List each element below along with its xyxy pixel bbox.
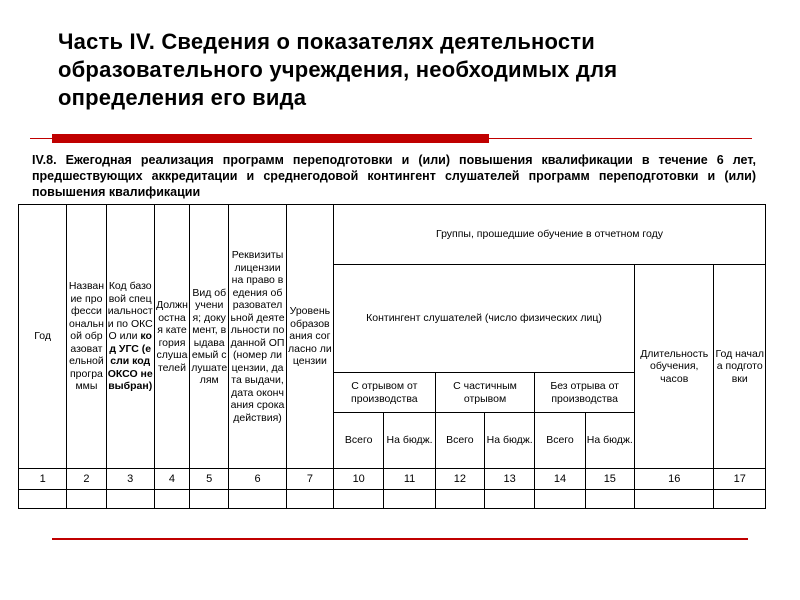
- header-no-release: Без отрыва от производства: [535, 373, 635, 413]
- header-contingent: Контингент слушателей (число физических лиц): [334, 265, 635, 373]
- header-category: Должностная категория слушателей: [154, 205, 189, 469]
- column-number: 14: [535, 469, 585, 490]
- column-number: 5: [190, 469, 229, 490]
- header-budget: На бюдж.: [485, 413, 535, 469]
- header-budget: На бюдж.: [585, 413, 634, 469]
- column-numbers-row: [19, 469, 766, 490]
- table-cell[interactable]: [19, 490, 67, 509]
- table-cell[interactable]: [535, 490, 585, 509]
- table-cell[interactable]: [286, 490, 333, 509]
- header-full-release: С отрывом от производства: [334, 373, 436, 413]
- table-cell[interactable]: [384, 490, 435, 509]
- column-number: 3: [106, 469, 154, 490]
- table-cell[interactable]: [67, 490, 106, 509]
- header-education-level: Уровень образования согласно лицензии: [286, 205, 333, 469]
- column-number: 6: [229, 469, 286, 490]
- table-cell[interactable]: [334, 490, 384, 509]
- header-license: Реквизиты лицензии на право ведения образовательной деятельности по данной ОП (номер лицензии, дата выдачи, дата окончания срока действия): [229, 205, 286, 469]
- header-total: Всего: [435, 413, 484, 469]
- column-number: 4: [154, 469, 189, 490]
- header-partial-release: С частичным отрывом: [435, 373, 535, 413]
- column-number: 17: [714, 469, 766, 490]
- column-number: 13: [485, 469, 535, 490]
- page-title: Часть IV. Сведения о показателях деятельности образовательного учреждения, необходимых для определения его вида: [58, 29, 618, 110]
- header-duration: Длительность обучения, часов: [634, 265, 714, 469]
- table-cell[interactable]: [634, 490, 714, 509]
- report-table: [18, 204, 766, 509]
- table-cell[interactable]: [485, 490, 535, 509]
- header-training-type: Вид обучения; документ, выдаваемый слушателям: [190, 205, 229, 469]
- column-number: 2: [67, 469, 106, 490]
- column-number: 15: [585, 469, 634, 490]
- header-total: Всего: [334, 413, 384, 469]
- section-subtitle: IV.8. Ежегодная реализация программ переподготовки и (или) повышения квалификации в течение 6 лет, предшествующих аккредитации и среднегодовой контингент слушателей программ переподготовки и (или) повышения квалификации: [32, 153, 756, 199]
- table-cell[interactable]: [585, 490, 634, 509]
- bottom-divider: [52, 538, 748, 540]
- table-cell[interactable]: [154, 490, 189, 509]
- table-cell[interactable]: [229, 490, 286, 509]
- column-number: 12: [435, 469, 484, 490]
- column-number: 16: [634, 469, 714, 490]
- header-program-name: Название профессиональной образовательной программы: [67, 205, 106, 469]
- table-cell[interactable]: [106, 490, 154, 509]
- header-total: Всего: [535, 413, 585, 469]
- header-okso-code: Код базовой специальности по ОКСО или код УГС (если код ОКСО не выбран): [106, 205, 154, 469]
- table-cell[interactable]: [714, 490, 766, 509]
- header-budget: На бюдж.: [384, 413, 435, 469]
- header-groups: Группы, прошедшие обучение в отчетном году: [334, 205, 766, 265]
- title-divider: [30, 134, 752, 138]
- header-year: Год: [19, 205, 67, 469]
- table-cell[interactable]: [435, 490, 484, 509]
- table-cell[interactable]: [190, 490, 229, 509]
- column-number: 10: [334, 469, 384, 490]
- table-row: [19, 490, 766, 509]
- column-number: 1: [19, 469, 67, 490]
- header-start-year: Год начала подготовки: [714, 265, 766, 469]
- column-number: 7: [286, 469, 333, 490]
- column-number: 11: [384, 469, 435, 490]
